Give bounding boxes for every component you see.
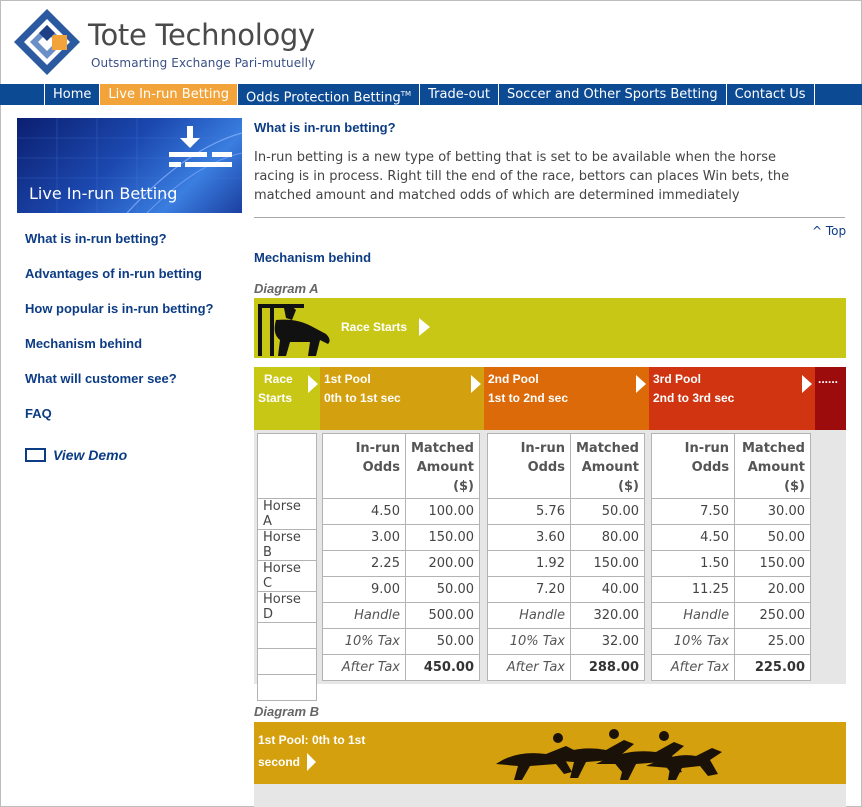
odds-header: [323, 434, 406, 499]
tax-value: 32.00: [570, 629, 644, 655]
divider: [254, 217, 845, 218]
amount-header: [570, 434, 644, 499]
main-nav: [0, 84, 862, 105]
tax-label: 10% Tax: [652, 629, 735, 655]
odds-cell: 2.25: [323, 551, 406, 577]
odds-cell: 7.50: [652, 499, 735, 525]
stage-race-starts-line1: Race: [264, 372, 293, 386]
horse-name: Horse C: [258, 561, 317, 592]
header-text: ($): [453, 479, 474, 494]
amount-cell: 150.00: [570, 551, 644, 577]
right-arrow-icon: [307, 753, 317, 771]
pool-b-bar: [254, 722, 846, 784]
back-to-top-link[interactable]: ^ Top: [812, 224, 847, 238]
odds-cell: 7.20: [488, 577, 571, 603]
stage-1-line2: 0th to 1st sec: [324, 391, 401, 405]
header-text: Matched: [410, 441, 474, 456]
header-text: ($): [784, 479, 805, 494]
stage-2-line1: 2nd Pool: [488, 372, 539, 386]
stage-arrow-icon: [308, 375, 318, 393]
stage-2nd-pool: [484, 367, 649, 430]
after-tax-value: 288.00: [570, 655, 644, 681]
after-tax-label: After Tax: [323, 655, 406, 681]
amount-cell: 150.00: [735, 551, 811, 577]
handle-label: Handle: [323, 603, 406, 629]
header-text: Matched: [575, 441, 639, 456]
stage-more-dots: ......: [818, 372, 839, 386]
header-text: Matched: [741, 441, 805, 456]
diagram-a-label: Diagram A: [254, 281, 319, 296]
view-demo-link[interactable]: [25, 447, 127, 463]
sidebar-link-customer-see[interactable]: What will customer see?: [25, 371, 177, 386]
sidebar-link-what-is[interactable]: What is in-run betting?: [25, 231, 167, 246]
odds-cell: 1.50: [652, 551, 735, 577]
stage-1-line1: 1st Pool: [324, 372, 371, 386]
mechanism-title: Mechanism behind: [254, 250, 372, 265]
nav-home-label: Home: [53, 87, 92, 102]
tote-logo-icon[interactable]: [12, 7, 82, 77]
brand-tagline: Outsmarting Exchange Pari-mutuelly: [91, 56, 316, 70]
horse-header-empty: [258, 434, 317, 499]
handle-label: Handle: [488, 603, 571, 629]
header-text: In-run: [355, 441, 400, 456]
stage-race-starts: [254, 367, 320, 430]
amount-cell: 40.00: [570, 577, 644, 603]
odds-header: [488, 434, 571, 499]
nav-contact-label: Contact Us: [734, 87, 806, 102]
odds-cell: 3.00: [323, 525, 406, 551]
odds-cell: 4.50: [323, 499, 406, 525]
sidebar-link-how-popular[interactable]: How popular is in-run betting?: [25, 301, 214, 316]
odds-cell: 5.76: [488, 499, 571, 525]
live-in-run-banner: [17, 118, 242, 213]
amount-cell: 50.00: [735, 525, 811, 551]
amount-cell: 20.00: [735, 577, 811, 603]
sidebar-nav: [25, 231, 213, 441]
handle-value: 320.00: [570, 603, 644, 629]
handle-value: 500.00: [405, 603, 479, 629]
nav-live-label: Live In-run Betting: [108, 87, 230, 102]
amount-cell: 50.00: [570, 499, 644, 525]
nav-soccer-other-sports[interactable]: [498, 84, 726, 105]
after-tax-label: After Tax: [488, 655, 571, 681]
odds-cell: 3.60: [488, 525, 571, 551]
horse-name: Horse B: [258, 530, 317, 561]
odds-header: [652, 434, 735, 499]
pool-2-table: [487, 433, 645, 681]
racing-horses-icon: [486, 724, 726, 782]
amount-cell: 150.00: [405, 525, 479, 551]
amount-cell: 200.00: [405, 551, 479, 577]
section-title: What is in-run betting?: [254, 120, 396, 135]
header-text: Odds: [527, 460, 565, 475]
header-text: Amount: [416, 460, 474, 475]
tax-label: 10% Tax: [323, 629, 406, 655]
header-text: ($): [618, 479, 639, 494]
odds-cell: 11.25: [652, 577, 735, 603]
sidebar-link-advantages[interactable]: Advantages of in-run betting: [25, 266, 202, 281]
stage-3-line1: 3rd Pool: [653, 372, 702, 386]
tax-value: 25.00: [735, 629, 811, 655]
stage-1st-pool: [320, 367, 484, 430]
header-text: Odds: [691, 460, 730, 475]
race-starts-bar: [254, 298, 846, 358]
amount-cell: 80.00: [570, 525, 644, 551]
pool-3-table: [651, 433, 811, 681]
stage-3-line2: 2nd to 3rd sec: [653, 391, 735, 405]
header-text: In-run: [520, 441, 565, 456]
amount-cell: 30.00: [735, 499, 811, 525]
pool-b-footer: [254, 784, 846, 807]
header-text: Amount: [747, 460, 805, 475]
brand-name: Tote Technology: [88, 18, 315, 52]
tax-label: 10% Tax: [488, 629, 571, 655]
amount-header: [405, 434, 479, 499]
nav-odds-label: Odds Protection Betting: [246, 90, 401, 106]
nav-odds-protection-betting[interactable]: [237, 84, 419, 105]
stage-arrow-icon: [471, 375, 481, 393]
handle-value: 250.00: [735, 603, 811, 629]
odds-cell: 9.00: [323, 577, 406, 603]
horse-name: Horse A: [258, 499, 317, 530]
nav-trade-out[interactable]: [419, 84, 498, 105]
amount-cell: 100.00: [405, 499, 479, 525]
nav-live-in-run-betting[interactable]: [99, 84, 237, 105]
nav-soccer-label: Soccer and Other Sports Betting: [506, 87, 718, 102]
handle-label: Handle: [652, 603, 735, 629]
after-tax-label: After Tax: [652, 655, 735, 681]
monitor-icon: [25, 448, 46, 462]
intro-paragraph: In-run betting is a new type of betting that is set to be available when the horse racing is in process. Right till the end of the race, bettors can places Win bets, the matched amount and matched odds of which are determined immediately: [254, 150, 790, 203]
header-text: Amount: [581, 460, 639, 475]
after-tax-value: 225.00: [735, 655, 811, 681]
pool-b-line1: 1st Pool: 0th to 1st: [258, 733, 366, 747]
header-text: Odds: [362, 460, 400, 475]
sidebar-link-faq[interactable]: FAQ: [25, 406, 52, 421]
starting-gate-horse-icon: [256, 300, 336, 356]
right-arrow-icon: [419, 318, 431, 336]
banner-title: Live In-run Betting: [29, 184, 178, 203]
stage-2-line2: 1st to 2nd sec: [488, 391, 569, 405]
empty-cell: [258, 623, 317, 649]
pool-b-line2: second: [258, 755, 301, 769]
header-text: In-run: [684, 441, 730, 456]
tax-value: 50.00: [405, 629, 479, 655]
pool-1-table: [322, 433, 480, 681]
nav-trade-label: Trade-out: [428, 87, 490, 102]
horse-name: Horse D: [258, 592, 317, 623]
pool-tables: [254, 430, 846, 684]
empty-cell: [258, 675, 317, 701]
trademark-sup: TM: [400, 90, 412, 98]
diagram-b-label: Diagram B: [254, 704, 320, 719]
empty-cell: [258, 649, 317, 675]
stage-more: [815, 367, 846, 430]
sidebar-link-mechanism[interactable]: Mechanism behind: [25, 336, 143, 351]
stage-race-starts-line2: Starts: [258, 391, 293, 405]
odds-cell: 4.50: [652, 525, 735, 551]
race-starts-label: Race Starts: [341, 320, 408, 334]
download-arrow-icon: [169, 126, 232, 167]
stage-arrow-icon: [802, 375, 812, 393]
stage-3rd-pool: [649, 367, 815, 430]
amount-header: [735, 434, 811, 499]
odds-cell: 1.92: [488, 551, 571, 577]
stage-arrow-icon: [636, 375, 646, 393]
after-tax-value: 450.00: [405, 655, 479, 681]
nav-home[interactable]: [44, 84, 99, 105]
view-demo-label: View Demo: [53, 447, 128, 463]
horse-table: [257, 433, 317, 701]
amount-cell: 50.00: [405, 577, 479, 603]
nav-contact-us[interactable]: [726, 84, 815, 105]
